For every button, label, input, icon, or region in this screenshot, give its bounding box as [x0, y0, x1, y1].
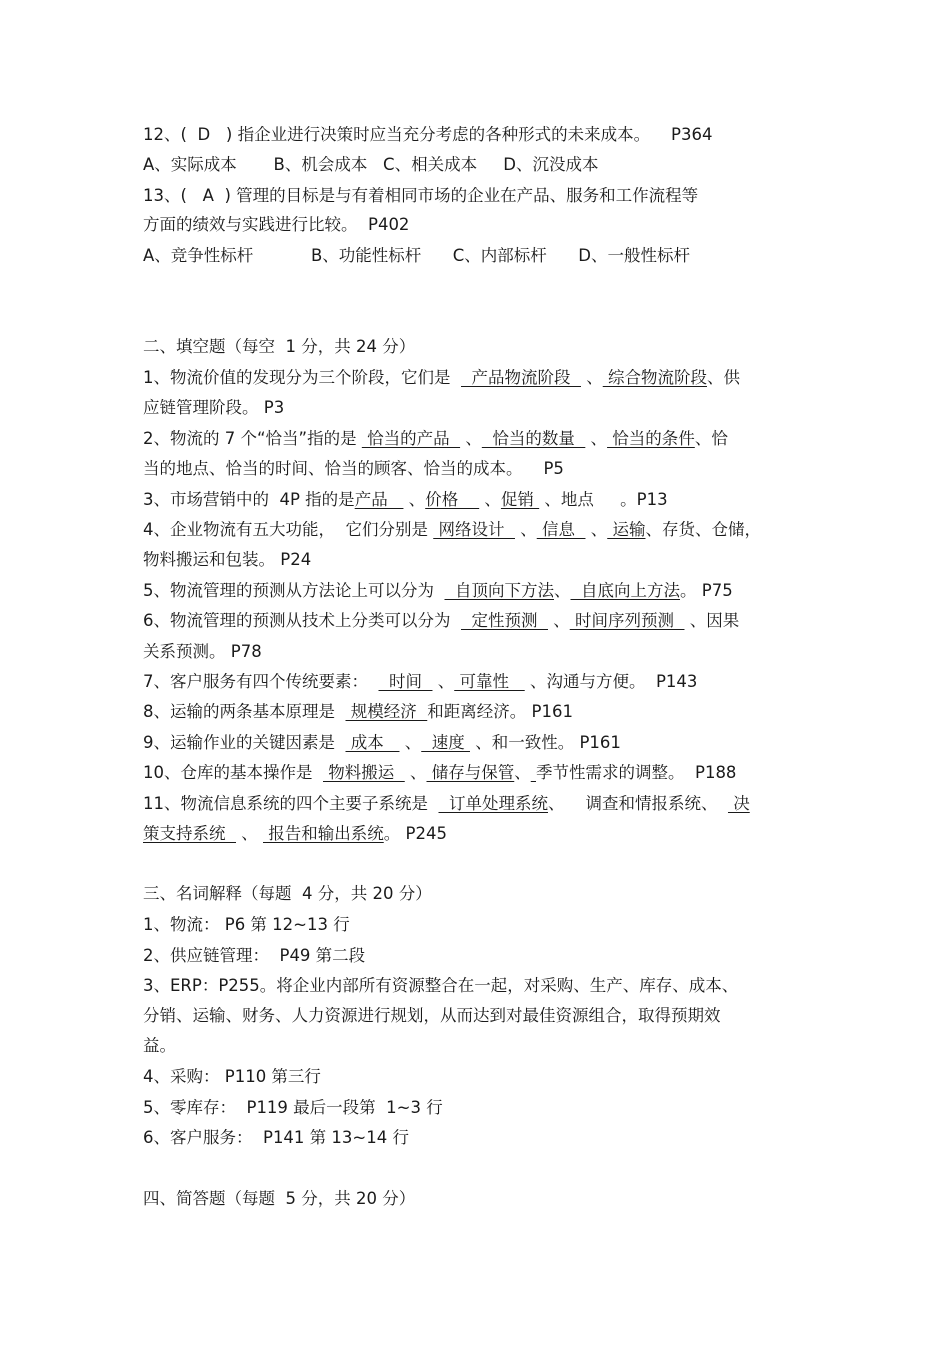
term-5: 5、零库存： P119 最后一段第 1~3 行	[143, 1098, 443, 1117]
blank: 储存与保管	[426, 763, 515, 782]
fill-q7: 7、客户服务有四个传统要素： 时间 、 可靠性 、沟通与方便。 P143	[143, 672, 698, 691]
blank: 规模经济	[345, 702, 428, 721]
blank: 时间序列预测	[569, 611, 685, 630]
fill-q4: 4、企业物流有五大功能， 它们分别是 网络设计 、 信息 、 运输、存货、仓储，	[143, 520, 761, 539]
blank: 信息	[536, 520, 586, 539]
blank: 报告和输出系统	[263, 824, 384, 843]
fill-q11: 11、物流信息系统的四个主要子系统是 订单处理系统、 调查和情报系统、 决	[143, 794, 750, 813]
fill-q4-cont: 物料搬运和包装。 P24	[143, 550, 312, 569]
term-3-end: 益。	[143, 1036, 176, 1055]
blank: 时间	[378, 672, 433, 691]
term-3: 3、ERP：P255。将企业内部所有资源整合在一起，对采购、生产、库存、成本、	[143, 976, 739, 995]
blank: 综合物流阶段	[602, 368, 707, 387]
q13-answer: A	[202, 186, 214, 205]
q13-prefix: 13、(	[143, 186, 203, 205]
blank: 恰当的条件	[607, 429, 695, 448]
blank: 价格	[425, 490, 480, 509]
q12-answer: D	[197, 125, 211, 144]
blank: 订单处理系统	[438, 794, 548, 813]
blank: 产品物流阶段	[461, 368, 581, 387]
fill-q6: 6、物流管理的预测从技术上分类可以分为 定性预测 、 时间序列预测 、因果	[143, 611, 740, 630]
short-heading: 四、简答题（每题 5 分，共 20 分）	[143, 1189, 416, 1208]
blank: 恰当的数量	[481, 429, 586, 448]
blank: 促销	[500, 490, 540, 509]
fill-q8: 8、运输的两条基本原理是 规模经济 和距离经济。 P161	[143, 702, 573, 721]
fill-heading: 二、填空题（每空 1 分，共 24 分）	[143, 337, 416, 356]
q13-continuation: 方面的绩效与实践进行比较。 P402	[143, 215, 410, 234]
blank: 自顶向下方法	[444, 581, 554, 600]
fill-q3: 3、市场营销中的 4P 指的是产品 、价格 、促销 、地点 。P13	[143, 490, 668, 509]
q13-options: A、竞争性标杆 B、功能性标杆 C、内部标杆 D、一般性标杆	[143, 246, 690, 265]
blank: 物料搬运	[323, 763, 405, 782]
blank: 定性预测	[461, 611, 548, 630]
term-1: 1、物流： P6 第 12~13 行	[143, 915, 350, 934]
fill-q1-cont: 应链管理阶段。 P3	[143, 398, 285, 417]
q13-text: ) 管理的目标是与有着相同市场的企业在产品、服务和工作流程等	[213, 186, 699, 205]
blank: 策支持系统	[143, 824, 236, 843]
blank: 速度	[421, 733, 470, 752]
q12-prefix: 12、(	[143, 125, 198, 144]
fill-q2-cont: 当的地点、恰当的时间、恰当的顾客、恰当的成本。 P5	[143, 459, 564, 478]
blank: 成本	[345, 733, 400, 752]
terms-heading: 三、名词解释（每题 4 分，共 20 分）	[143, 884, 432, 903]
term-6: 6、客户服务： P141 第 13~14 行	[143, 1128, 409, 1147]
blank: 运输	[607, 520, 646, 539]
question-12	[143, 124, 713, 146]
blank: 自底向上方法	[570, 581, 680, 600]
fill-q10: 10、仓库的基本操作是 物料搬运 、 储存与保管、 季节性需求的调整。 P188	[143, 763, 737, 782]
term-3-cont: 分销、运输、财务、人力资源进行规划，从而达到对最佳资源组合，取得预期效	[143, 1006, 721, 1025]
blank: 产品	[354, 490, 404, 509]
blank: 网络设计	[433, 520, 515, 539]
q12-options: A、实际成本 B、机会成本 C、相关成本 D、沉没成本	[143, 155, 599, 174]
fill-q2: 2、物流的 7 个“恰当”指的是 恰当的产品 、 恰当的数量 、 恰当的条件、恰	[143, 429, 728, 448]
fill-q11-cont: 策支持系统 、 报告和输出系统。 P245	[143, 824, 447, 843]
blank: 恰当的产品	[361, 429, 461, 448]
fill-q9: 9、运输作业的关键因素是 成本 、 速度 、和一致性。 P161	[143, 733, 621, 752]
fill-q6-cont: 关系预测。 P78	[143, 642, 262, 661]
fill-q1: 1、物流价值的发现分为三个阶段，它们是 产品物流阶段 、 综合物流阶段、供	[143, 368, 740, 387]
q12-text: ) 指企业进行决策时应当充分考虑的各种形式的未来成本。 P364	[210, 125, 713, 144]
blank: 可靠性	[454, 672, 525, 691]
term-2: 2、供应链管理： P49 第二段	[143, 946, 366, 965]
blank: 决	[727, 794, 750, 813]
question-13	[143, 185, 698, 207]
term-4: 4、采购： P110 第三行	[143, 1067, 321, 1086]
fill-q5: 5、物流管理的预测从方法论上可以分为 自顶向下方法、 自底向上方法。 P75	[143, 581, 733, 600]
